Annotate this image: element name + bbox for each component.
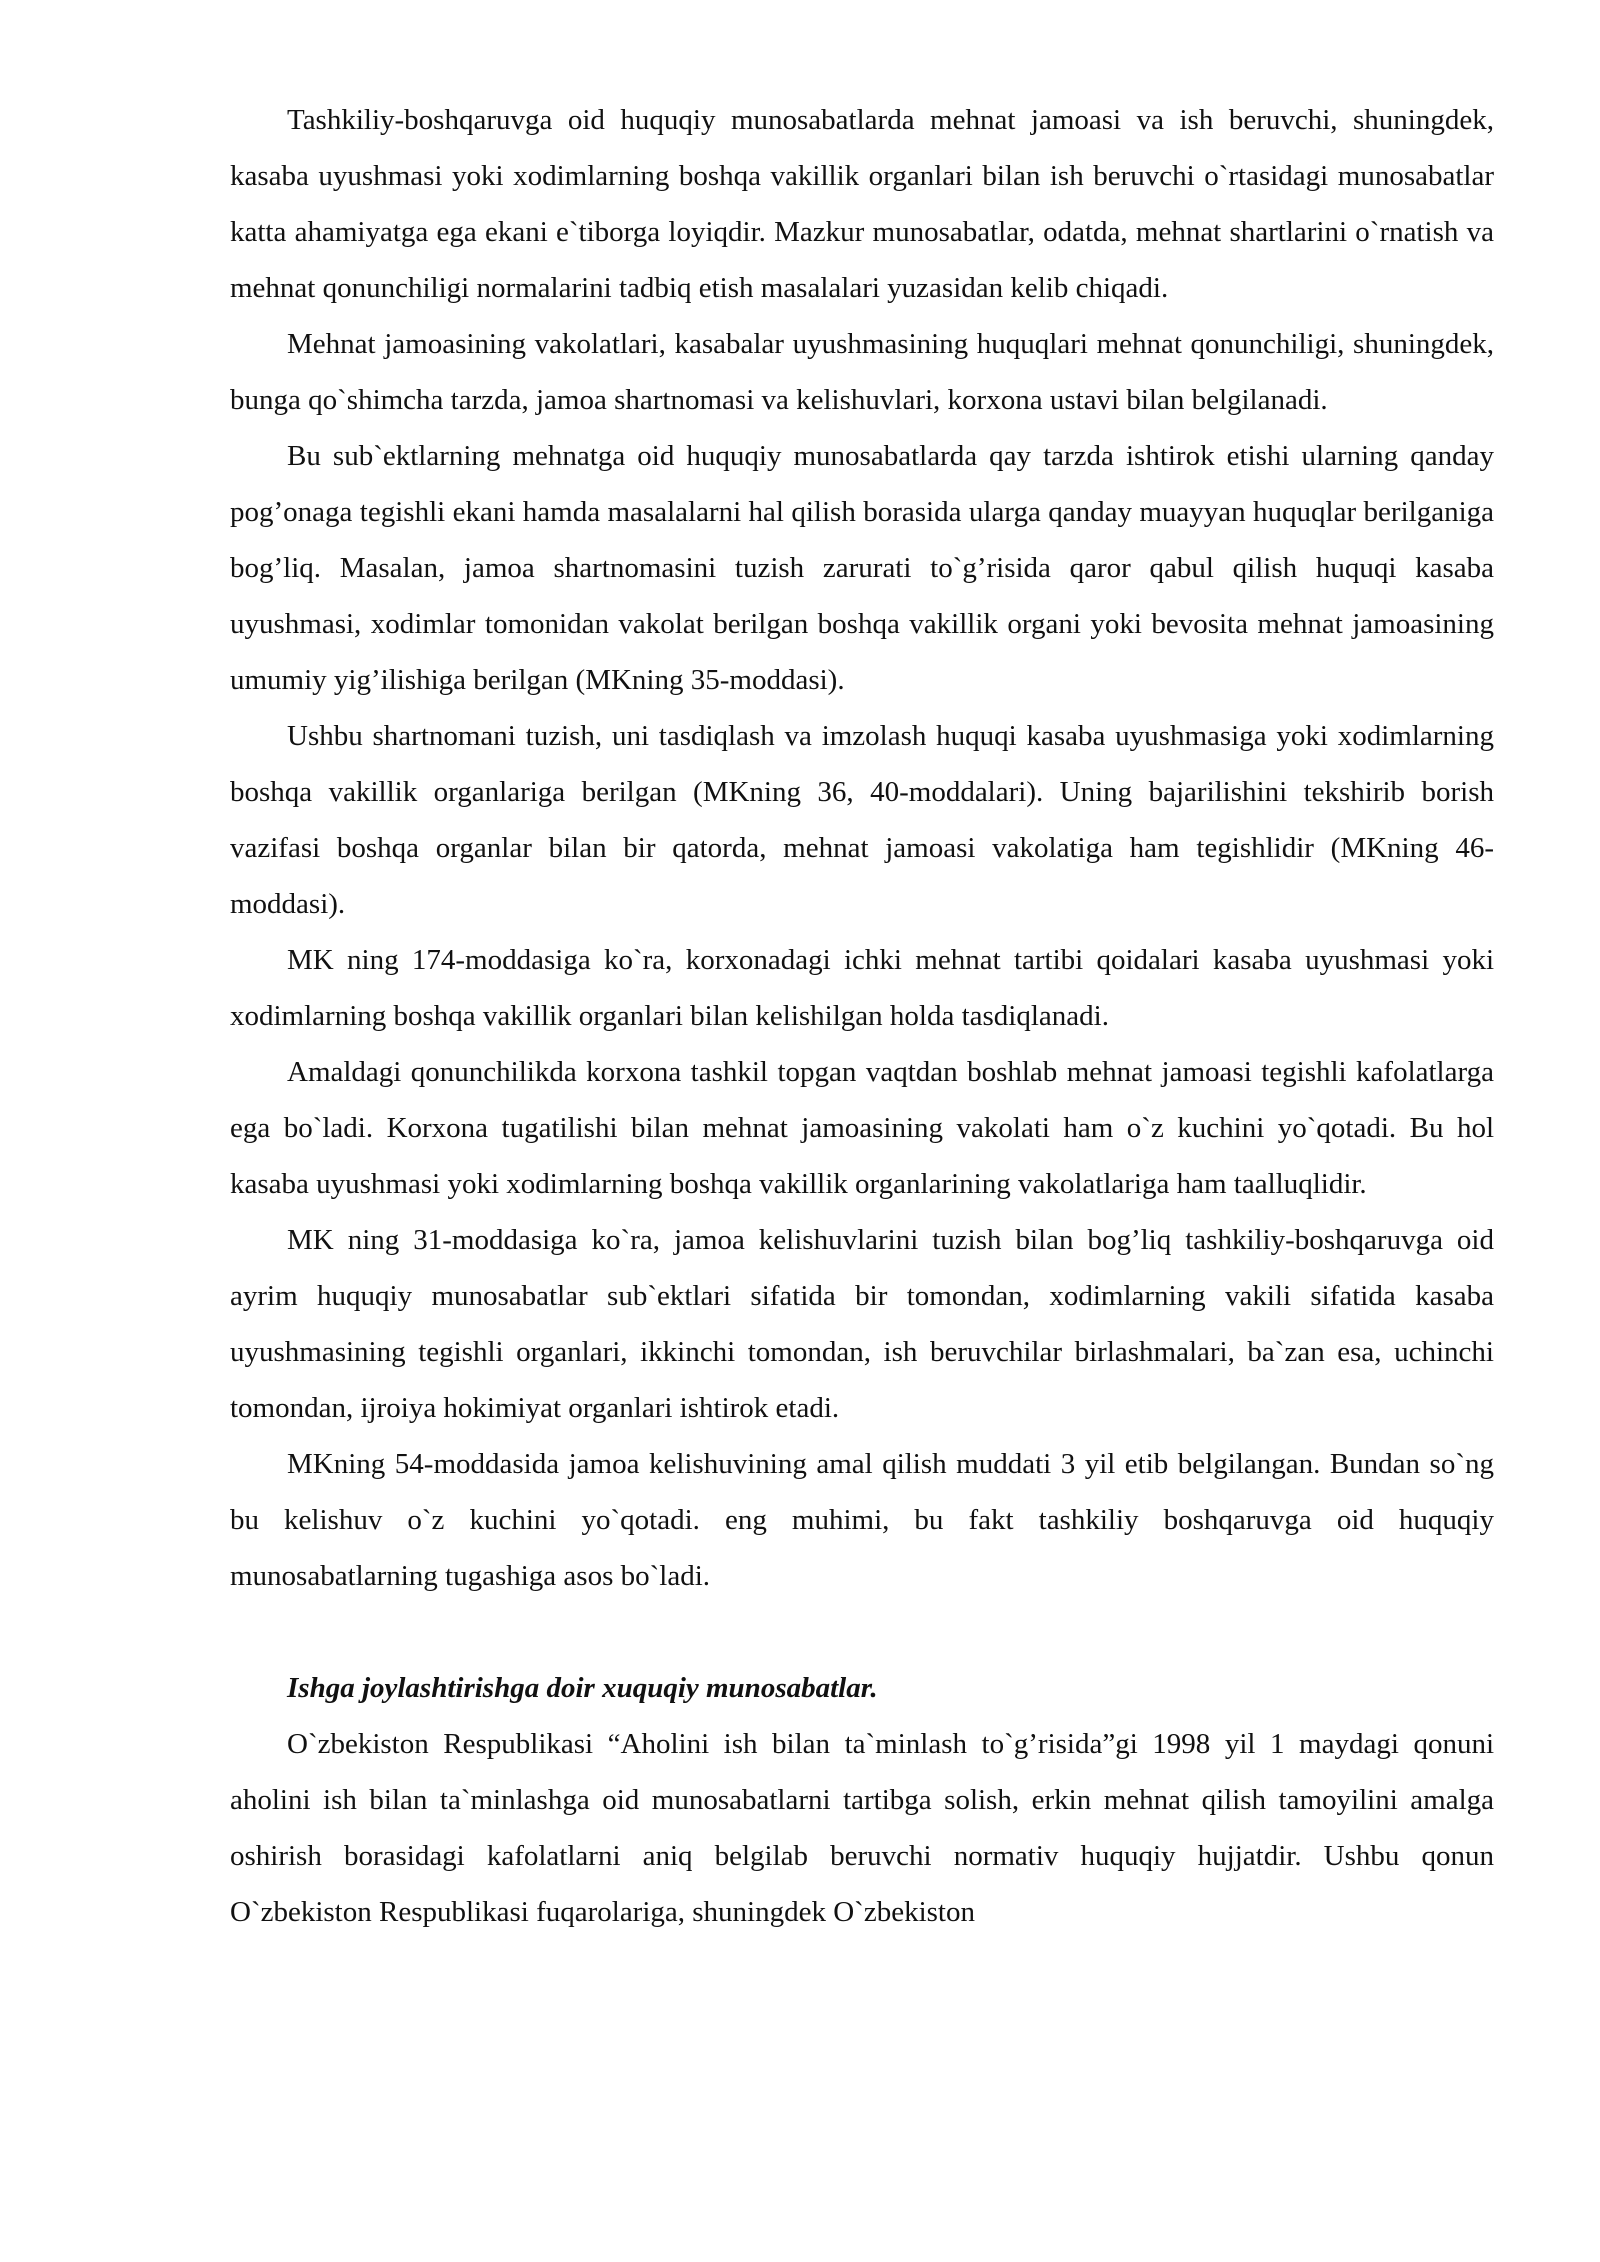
paragraph-6: Amaldagi qonunchilikda korxona tashkil topgan vaqtdan boshlab mehnat jamoasi tegishli kafolatlarga ega bo`ladi. Korxona tugatilishi bilan mehnat jamoasining vakolati ham o`z kuchini yo`qotadi. Bu hol kasaba uyushmasi yoki xodimlarning boshqa vakillik organlarining vakolatlariga ham taalluqlidir. <box>230 1056 1494 1200</box>
paragraph-4: Ushbu shartnomani tuzish, uni tasdiqlash va imzolash huquqi kasaba uyushmasiga yoki xodimlarning boshqa vakillik organlariga berilgan (MKning 36, 40-moddalari). Uning bajarilishini tekshirib borish vazifasi boshqa organlar bilan bir qatorda, mehnat jamoasi vakolatiga ham tegishlidir (MKning 46-moddasi). <box>230 720 1494 920</box>
document-page <box>230 92 1494 1940</box>
paragraph-9: O`zbekiston Respublikasi “Aholini ish bilan ta`minlash to`g’risida”gi 1998 yil 1 maydagi qonuni aholini ish bilan ta`minlashga oid munosabatlarni tartibga solish, erkin mehnat qilish tamoyilini amalga oshirish borasidagi kafolatlarni aniq belgilab beruvchi normativ huquqiy hujjatdir. Ushbu qonun O`zbekiston Respublikasi fuqarolariga, shuningdek O`zbekiston <box>230 1728 1494 1928</box>
paragraph-7: MK ning 31-moddasiga ko`ra, jamoa kelishuvlarini tuzish bilan bog’liq tashkiliy-boshqaruvga oid ayrim huquqiy munosabatlar sub`ektlari sifatida bir tomondan, xodimlarning vakili sifatida kasaba uyushmasining tegishli organlari, ikkinchi tomondan, ish beruvchilar birlashmalari, ba`zan esa, uchinchi tomondan, ijroiya hokimiyat organlari ishtirok etadi. <box>230 1224 1494 1424</box>
paragraph-5: MK ning 174-moddasiga ko`ra, korxonadagi ichki mehnat tartibi qoidalari kasaba uyushmasi yoki xodimlarning boshqa vakillik organlari bilan kelishilgan holda tasdiqlanadi. <box>230 944 1494 1032</box>
paragraph-3: Bu sub`ektlarning mehnatga oid huquqiy munosabatlarda qay tarzda ishtirok etishi ularning qanday pog’onaga tegishli ekani hamda masalalarni hal qilish borasida ularga qanday muayyan huquqlar berilganiga bog’liq. Masalan, jamoa shartnomasini tuzish zarurati to`g’risida qaror qabul qilish huquqi kasaba uyushmasi, xodimlar tomonidan vakolat berilgan boshqa vakillik organi yoki bevosita mehnat jamoasining umumiy yig’ilishiga berilgan (MKning 35-moddasi). <box>230 440 1494 696</box>
section-heading: Ishga joylashtirishga doir xuquqiy munosabatlar. <box>287 1672 878 1704</box>
paragraph-1: Tashkiliy-boshqaruvga oid huquqiy munosabatlarda mehnat jamoasi va ish beruvchi, shuningdek, kasaba uyushmasi yoki xodimlarning boshqa vakillik organlari bilan ish beruvchi o`rtasidagi munosabatlar katta ahamiyatga ega ekani e`tiborga loyiqdir. Mazkur munosabatlar, odatda, mehnat shartlarini o`rnatish va mehnat qonunchiligi normalarini tadbiq etish masalalari yuzasidan kelib chiqadi. <box>230 104 1494 304</box>
paragraph-2: Mehnat jamoasining vakolatlari, kasabalar uyushmasining huquqlari mehnat qonunchiligi, shuningdek, bunga qo`shimcha tarzda, jamoa shartnomasi va kelishuvlari, korxona ustavi bilan belgilanadi. <box>230 328 1494 416</box>
paragraph-8: MKning 54-moddasida jamoa kelishuvining amal qilish muddati 3 yil etib belgilangan. Bundan so`ng bu kelishuv o`z kuchini yo`qotadi. eng muhimi, bu fakt tashkiliy boshqaruvga oid huquqiy munosabatlarning tugashiga asos bo`ladi. <box>230 1448 1494 1592</box>
blank-line <box>230 1604 1494 1660</box>
